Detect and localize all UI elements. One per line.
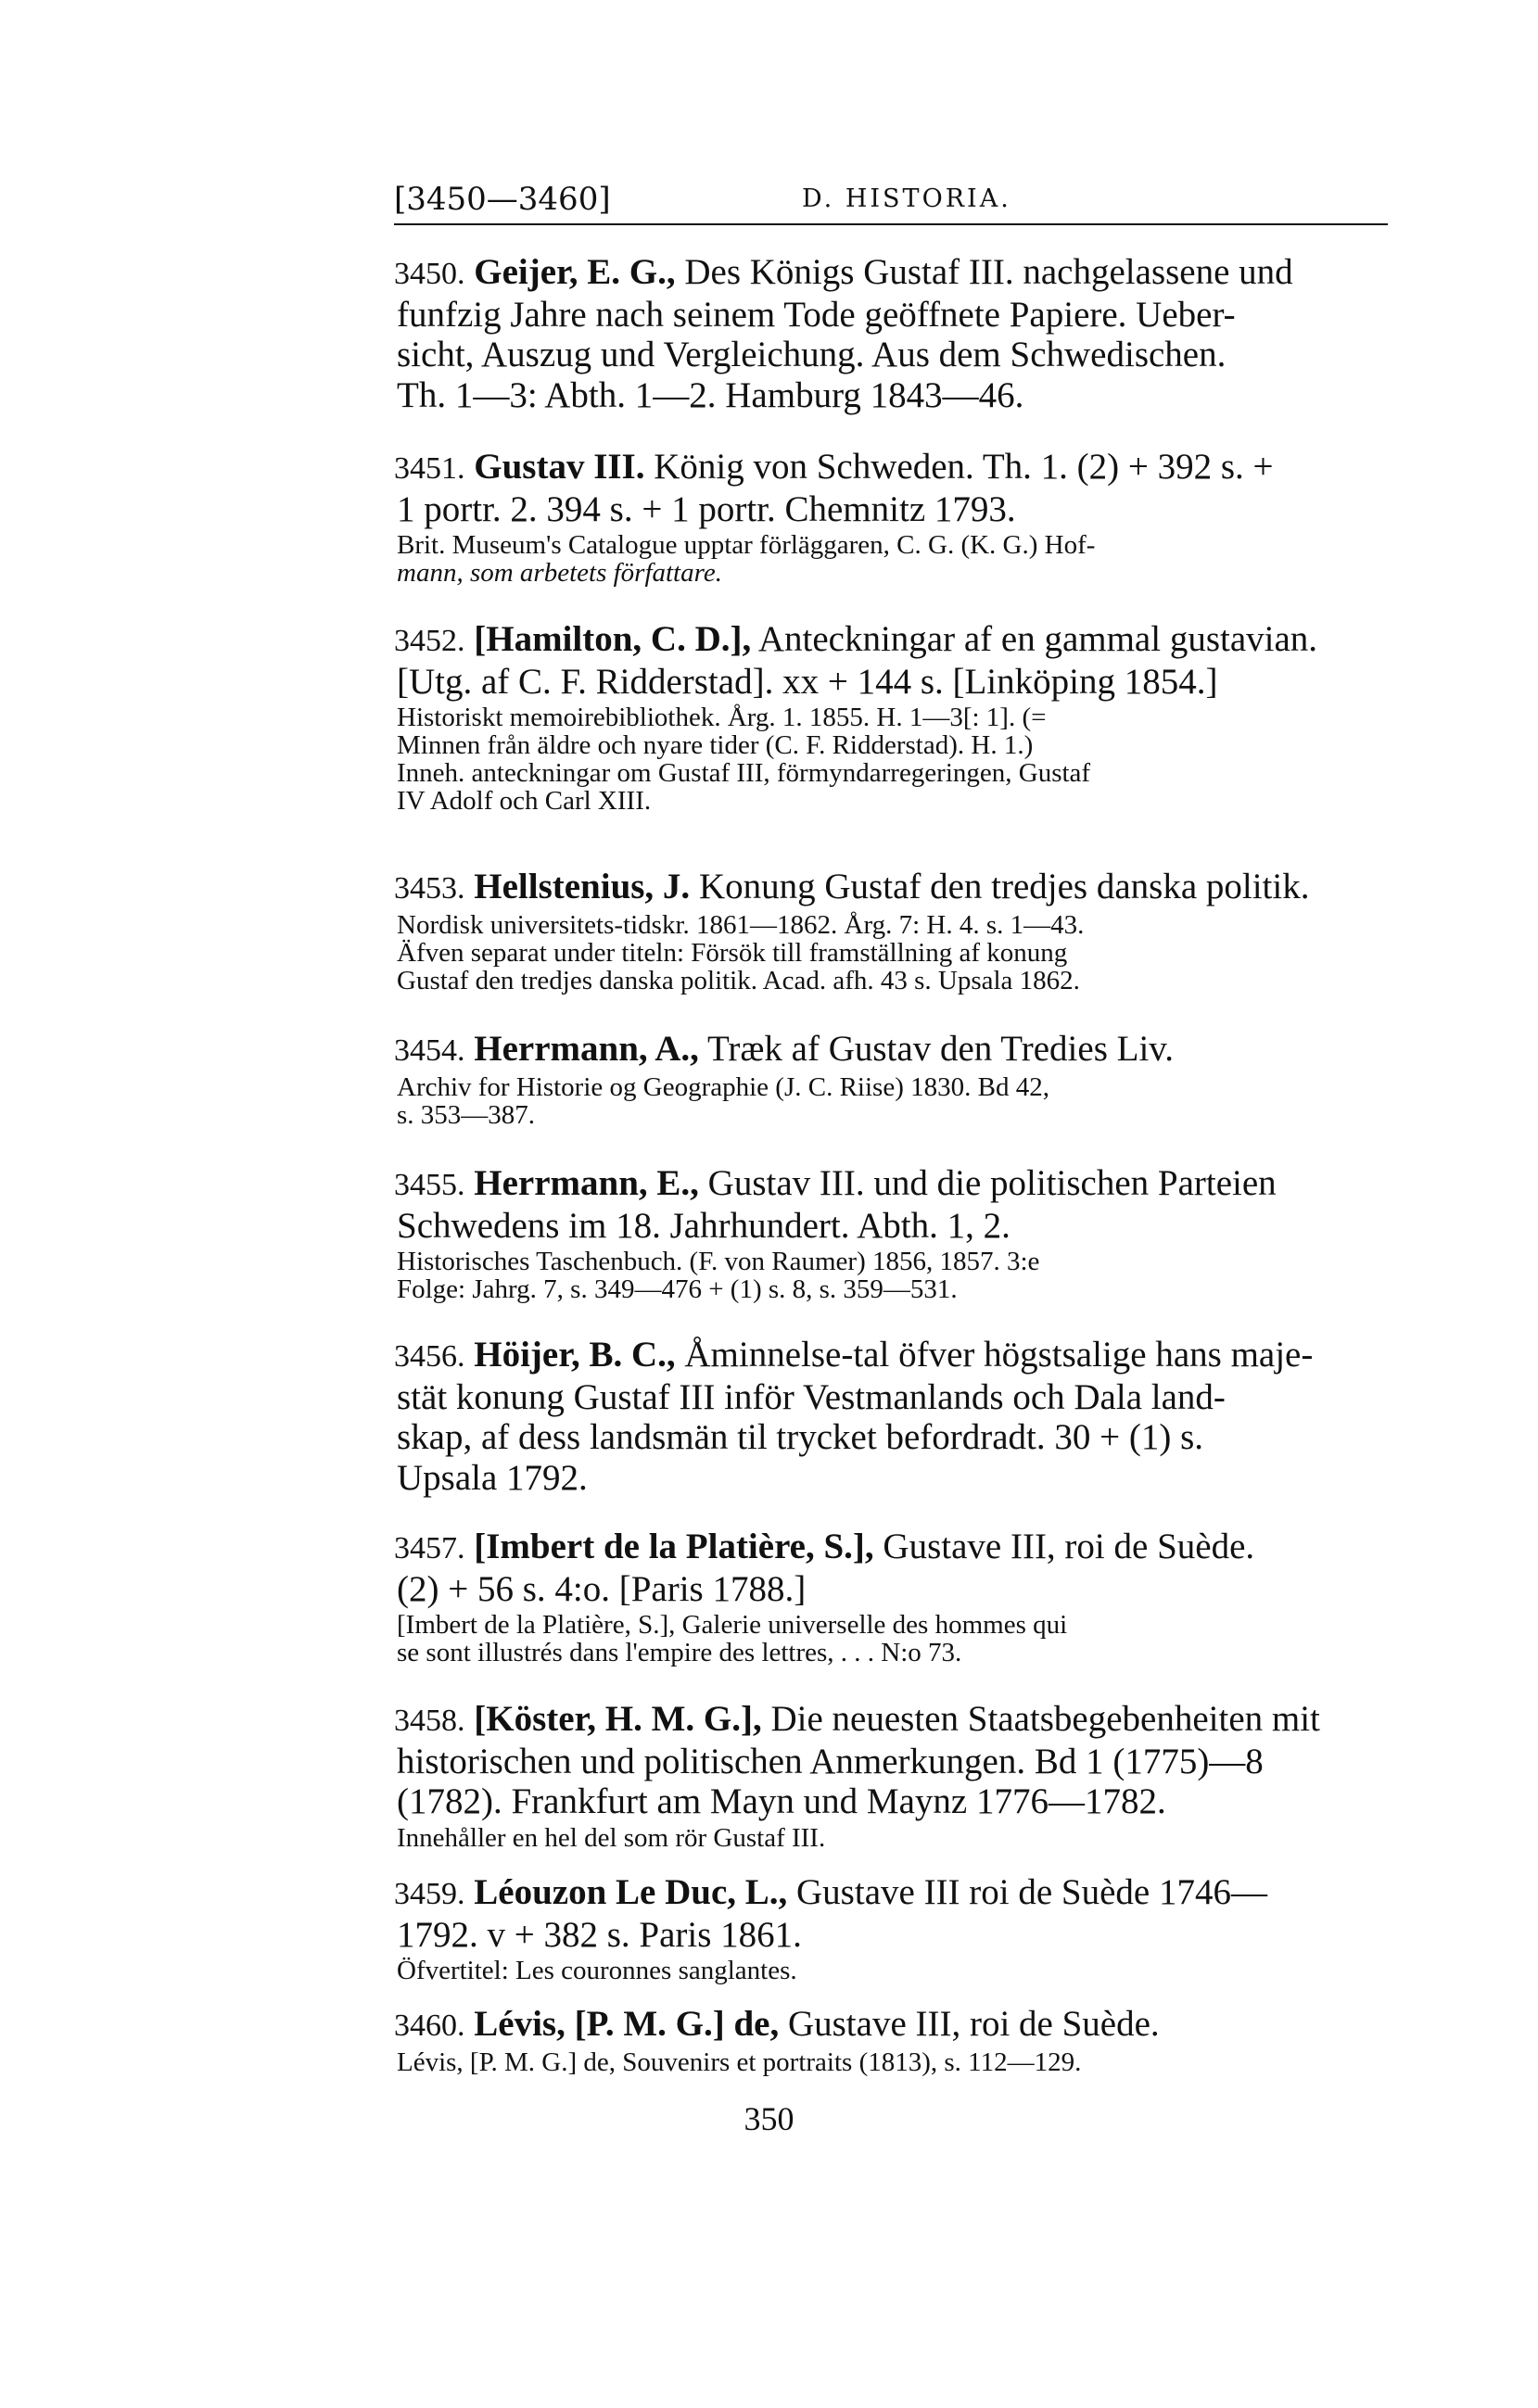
entry-main (394, 619, 1391, 702)
entry-main (394, 447, 1391, 529)
entry-note (394, 2048, 1391, 2076)
page-number: 350 (744, 2100, 794, 2137)
entry-3457 (394, 1527, 1391, 1667)
entry-note (394, 1824, 1391, 1852)
entry-3458 (394, 1699, 1391, 1852)
entry-main (394, 1335, 1391, 1498)
entry-main (394, 1029, 1391, 1071)
entry-main (394, 1527, 1391, 1609)
entry-text-line: Gustave III roi de Suède 1746— (796, 1872, 1267, 1912)
section-title: D. HISTORIA. (802, 184, 1011, 213)
entry-number: 3460. (394, 2009, 465, 2043)
note-line: Lévis, [P. M. G.] de, Souvenirs et portraits (1813), s. 112—129. (397, 2047, 1082, 2077)
entry-author: [Imbert de la Platière, S.], (474, 1527, 874, 1566)
entry-3451 (394, 447, 1391, 587)
entry-author: [Hamilton, C. D.], (474, 619, 752, 659)
note-line: Historisches Taschenbuch. (F. von Raumer) 1856, 1857. 3:e (397, 1247, 1040, 1276)
entry-text-line: Åminnelse-tal öfver högstsalige hans maje- (684, 1335, 1314, 1375)
entry-text-line: Gustave III, roi de Suède. (787, 2004, 1160, 2044)
entry-author: Herrmann, A., (474, 1029, 699, 1069)
running-head (394, 181, 1388, 225)
entry-text-line: Des Königs Gustaf III. nachgelassene und (684, 252, 1293, 292)
entry-main (394, 867, 1391, 909)
entry-text-line: 1792. v + 382 s. Paris 1861. (397, 1914, 802, 1955)
entry-note (394, 703, 1391, 815)
entry-3455 (394, 1163, 1391, 1303)
entry-text-line: Gustav III. und die politischen Parteien (707, 1163, 1277, 1203)
note-line: Öfvertitel: Les couronnes sanglantes. (397, 1956, 797, 1985)
entry-number: 3455. (394, 1168, 465, 1202)
entry-author: Hellstenius, J. (474, 867, 691, 906)
entry-text-line: funfzig Jahre nach seinem Tode geöffnete Papiere. Ueber- (397, 294, 1236, 335)
entry-note (394, 1248, 1391, 1303)
note-line: Minnen från äldre och nyare tider (C. F. Ridderstad). H. 1.) (397, 730, 1034, 760)
entry-text-line: historischen und politischen Anmerkungen. Bd 1 (1775)—8 (397, 1741, 1264, 1781)
entry-main (394, 2004, 1391, 2047)
entry-number: 3456. (394, 1339, 465, 1374)
entry-note (394, 1073, 1391, 1129)
entry-number: 3450. (394, 257, 465, 291)
note-line: IV Adolf och Carl XIII. (397, 786, 652, 816)
entry-author: Geijer, E. G., (474, 252, 676, 292)
entry-text-line: Træk af Gustav den Tredies Liv. (706, 1029, 1174, 1069)
entry-number: 3454. (394, 1033, 465, 1068)
note-line: Innehåller en hel del som rör Gustaf III. (397, 1822, 826, 1853)
entry-note (394, 531, 1391, 587)
entry-3459 (394, 1872, 1391, 1984)
entry-text-line: 1 portr. 2. 394 s. + 1 portr. Chemnitz 1793. (397, 488, 1016, 529)
note-line: Archiv for Historie og Geographie (J. C. Riise) 1830. Bd 42, (397, 1071, 1049, 1102)
entry-text-line: Konung Gustaf den tredjes danska politik. (698, 867, 1310, 906)
entry-main (394, 252, 1391, 415)
note-line: Historiskt memoirebibliothek. Årg. 1. 1855. H. 1—3[: 1]. (= (397, 703, 1047, 732)
note-line: Folge: Jahrg. 7, s. 349—476 + (1) s. 8, s. 359—531. (397, 1274, 958, 1304)
entry-text-line: sicht, Auszug und Vergleichung. Aus dem Schwedischen. (397, 335, 1227, 374)
entry-text-line: Th. 1—3: Abth. 1—2. Hamburg 1843—46. (397, 374, 1024, 415)
entry-range: [3450—3460] (394, 181, 611, 218)
entry-note (394, 1957, 1391, 1984)
entry-main (394, 1163, 1391, 1246)
note-line: mann, som arbetets författare. (397, 558, 722, 588)
entry-author: Lévis, [P. M. G.] de, (474, 2004, 780, 2044)
entry-3453 (394, 867, 1391, 995)
note-line: Inneh. anteckningar om Gustaf III, förmyndarregeringen, Gustaf (397, 758, 1091, 788)
entry-3450 (394, 252, 1391, 415)
entry-text-line: Anteckningar af en gammal gustavian. (757, 619, 1318, 659)
entry-number: 3457. (394, 1531, 465, 1565)
entry-number: 3459. (394, 1877, 465, 1911)
note-line: Nordisk universitets-tidskr. 1861—1862. Årg. 7: H. 4. s. 1—43. (397, 909, 1085, 940)
note-line: Äfven separat under titeln: Försök till framställning af konung (397, 937, 1068, 968)
entry-author: [Köster, H. M. G.], (474, 1699, 762, 1739)
entry-main (394, 1872, 1391, 1955)
entry-text-line: [Utg. af C. F. Ridderstad]. xx + 144 s. [Linköping 1854.] (397, 661, 1218, 702)
entry-3452 (394, 619, 1391, 815)
entry-text-line: Schwedens im 18. Jahrhundert. Abth. 1, 2. (397, 1205, 1011, 1246)
entry-author: Herrmann, E., (474, 1163, 699, 1203)
entry-text-line: (2) + 56 s. 4:o. [Paris 1788.] (397, 1568, 807, 1609)
entry-text-line: stät konung Gustaf III inför Vestmanlands och Dala land- (397, 1376, 1226, 1417)
entry-text-line: (1782). Frankfurt am Mayn und Maynz 1776—1782. (397, 1781, 1166, 1821)
entry-text-line: Upsala 1792. (397, 1457, 588, 1498)
entry-3460 (394, 2004, 1391, 2076)
entry-number: 3452. (394, 624, 465, 658)
entry-author: Gustav III. (474, 447, 645, 487)
note-line: Gustaf den tredjes danska politik. Acad. afh. 43 s. Upsala 1862. (397, 965, 1080, 995)
entry-number: 3453. (394, 871, 465, 906)
entry-number: 3451. (394, 451, 465, 486)
entry-author: Léouzon Le Duc, L., (474, 1872, 788, 1912)
entry-text-line: skap, af dess landsmän til trycket befordradt. 30 + (1) s. (397, 1417, 1204, 1457)
note-line: [Imbert de la Platière, S.], Galerie universelle des hommes qui (397, 1610, 1068, 1640)
entry-note (394, 1611, 1391, 1667)
entry-text-line: König von Schweden. Th. 1. (2) + 392 s. + (654, 447, 1274, 487)
note-line: s. 353—387. (397, 1099, 536, 1130)
entry-note (394, 911, 1391, 995)
entry-text-line: Die neuesten Staatsbegebenheiten mit (770, 1699, 1320, 1739)
entry-3456 (394, 1335, 1391, 1498)
note-line: se sont illustrés dans l'empire des lettres, . . . N:o 73. (397, 1638, 962, 1667)
entry-3454 (394, 1029, 1391, 1129)
entry-text-line: Gustave III, roi de Suède. (883, 1527, 1255, 1566)
entry-author: Höijer, B. C., (474, 1335, 676, 1375)
entry-main (394, 1699, 1391, 1822)
note-line: Brit. Museum's Catalogue upptar förläggaren, C. G. (K. G.) Hof- (397, 530, 1096, 560)
entry-number: 3458. (394, 1704, 465, 1738)
